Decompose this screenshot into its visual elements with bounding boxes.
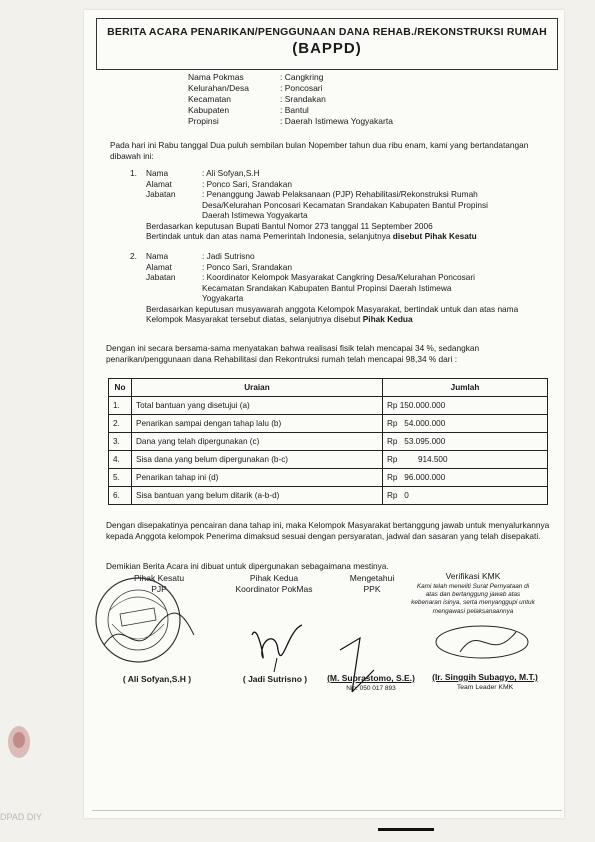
row-number: 5. xyxy=(109,469,132,487)
sig-role: Koordinator PokMas xyxy=(235,583,313,594)
document-subtitle: (BAPPD) xyxy=(292,40,362,57)
info-label: Propinsi xyxy=(188,116,219,126)
signature-kmk-icon xyxy=(420,612,550,672)
statement-paragraph: Dengan ini secara bersama-sama menyatakan bahwa realisasi fisik telah mencapai 34 %, sedangkan penarikan/penggunaan dana Rehabilitasi dan Rekontruksi rumah telah mencapai 98,34 % dari : xyxy=(106,343,480,364)
party-acting xyxy=(146,231,516,242)
sig-pihak-kedua xyxy=(214,573,334,594)
party-address: : Ponco Sari, Srandakan xyxy=(202,178,292,189)
verif-title: Verifikasi KMK xyxy=(445,571,501,581)
row-number: 1. xyxy=(109,397,132,415)
bottom-rule xyxy=(378,828,434,831)
name-pihak-kedua: ( Jadi Sutrisno ) xyxy=(242,674,308,684)
row-number: 2. xyxy=(109,415,132,433)
row-amount: Rp 0 xyxy=(383,487,548,505)
party-basis: Berdasarkan keputusan Bupati Bantul Nomor 273 tanggal 11 September 2006 xyxy=(146,220,433,231)
bottom-divider xyxy=(92,810,562,811)
info-row xyxy=(188,83,393,94)
sig-verifikasi xyxy=(410,571,536,616)
party-acting-bold: disebut Pihak Kesatu xyxy=(392,231,477,241)
party-two xyxy=(130,251,526,325)
info-row xyxy=(188,72,393,83)
info-label: Nama Pokmas xyxy=(188,72,244,82)
row-description: Dana yang telah dipergunakan (c) xyxy=(132,433,383,451)
kmk-name: (Ir. Singgih Subagyo, M.T.) xyxy=(432,672,538,682)
archive-watermark: DPAD DIY xyxy=(0,812,42,822)
party-field-label: Alamat xyxy=(146,178,172,189)
document-title: BERITA ACARA PENARIKAN/PENGGUNAAN DANA REHAB./REKONSTRUKSI RUMAH xyxy=(107,26,547,38)
party-number: 1. xyxy=(130,168,137,178)
row-number: 3. xyxy=(109,433,132,451)
party-number: 2. xyxy=(130,251,137,261)
kmk-role: Team Leader KMK xyxy=(456,683,514,691)
col-header: Jumlah xyxy=(383,379,548,397)
info-label: Kelurahan/Desa xyxy=(188,83,249,93)
sig-heading: Mengetahui xyxy=(349,573,395,583)
info-label: Kecamatan xyxy=(188,94,231,104)
closing-note: Demikian Berita Acara ini dibuat untuk dipergunakan sebagaimana mestinya. xyxy=(106,561,389,571)
party-position: : Koordinator Kelompok Masyarakat Cangkring Desa/Kelurahan Poncosari Kecamatan Srandakan Kabupaten Bantul Propinsi Daerah Istimewa Yogyakarta xyxy=(202,272,476,303)
table-row xyxy=(109,487,548,505)
party-field-label: Alamat xyxy=(146,261,172,272)
info-row xyxy=(188,105,393,116)
ppk-name: (M. Suprastomo, S.E.) xyxy=(327,673,415,683)
row-amount: Rp 54.000.000 xyxy=(383,415,548,433)
table-row xyxy=(109,433,548,451)
fund-table xyxy=(108,378,548,505)
sig-kmk-block xyxy=(420,672,550,693)
party-field-label: Nama xyxy=(146,251,169,261)
sig-role: PPK xyxy=(363,583,381,594)
party-field-label: Nama xyxy=(146,168,169,178)
table-header-row xyxy=(109,379,548,397)
party-basis xyxy=(146,304,526,325)
title-box xyxy=(96,18,558,70)
row-description: Penarikan tahap ini (d) xyxy=(132,469,383,487)
info-row xyxy=(188,116,393,127)
closing-paragraph: Dengan disepakatinya pencairan dana tahap ini, maka Kelompok Masyarakat bertanggung jawab untuk menyalurkannya kepada Anggota kelompok Penerima dimaksud sesuai dengan persyaratan, jadwal dan sasaran yang telah disepakati. xyxy=(106,520,550,541)
row-number: 4. xyxy=(109,451,132,469)
pokmas-info xyxy=(188,72,393,127)
sig-heading: Pihak Kedua xyxy=(249,573,299,583)
party-name: : Jadi Sutrisno xyxy=(202,251,255,261)
signature-pokmas-icon xyxy=(232,610,322,680)
party-field-label: Jabatan xyxy=(146,189,176,199)
party-address: : Ponco Sari, Srandakan xyxy=(202,261,292,272)
row-amount: Rp 150.000.000 xyxy=(383,397,548,415)
sig-role: PJP xyxy=(151,583,167,594)
sig-heading: Pihak Kesatu xyxy=(133,573,185,583)
verif-text: Kami telah meneliti Surat Pernyataan di atas dan bertanggung jawab atas kebenaran isinya, serta menyanggupi untuk mengawasi pelaksanaannya xyxy=(411,582,535,615)
row-description: Penarikan sampai dengan tahap lalu (b) xyxy=(132,415,383,433)
party-field-label: Jabatan xyxy=(146,272,176,282)
info-value: : Bantul xyxy=(280,105,309,115)
table-row xyxy=(109,415,548,433)
row-amount: Rp 53.095.000 xyxy=(383,433,548,451)
info-row xyxy=(188,94,393,105)
row-amount: Rp 914.500 xyxy=(383,451,548,469)
sig-mengetahui xyxy=(324,573,420,594)
intro-paragraph: Pada hari ini Rabu tanggal Dua puluh sembilan bulan Nopember tahun dua ribu enam, kami yang bertandatangan dibawah ini: xyxy=(110,140,529,161)
row-description: Total bantuan yang disetujui (a) xyxy=(132,397,383,415)
party-acting-text: Bertindak untuk dan atas nama Pemerintah Indonesia, selanjutnya xyxy=(146,231,393,241)
info-value: : Daerah Istimewa Yogyakarta xyxy=(280,116,393,126)
party-basis-text: Berdasarkan keputusan musyawarah anggota Kelompok Masyarakat, bertindak untuk dan atas nama Kelompok Masyarakat tersebut diatas, selanjutnya disebut xyxy=(146,303,519,324)
sig-ppk-block xyxy=(316,673,426,694)
name-pihak-kesatu: ( Ali Sofyan,S.H ) xyxy=(122,674,192,684)
col-header: Uraian xyxy=(132,379,383,397)
signature-pjp-icon xyxy=(94,605,204,665)
row-description: Sisa bantuan yang belum ditarik (a-b-d) xyxy=(132,487,383,505)
row-number: 6. xyxy=(109,487,132,505)
info-value: : Poncosari xyxy=(280,83,323,93)
row-amount: Rp 96.000.000 xyxy=(383,469,548,487)
party-position: : Penanggung Jawab Pelaksanaan (PJP) Rehabilitasi/Rekonstruksi Rumah Desa/Kelurahan Poncosari Kecamatan Srandakan Kabupaten Bantul Propinsi Daerah Istimewa Yogyakarta xyxy=(202,189,488,220)
archive-seal-icon xyxy=(4,722,34,762)
col-header: No xyxy=(109,379,132,397)
party-name: : Ali Sofyan,S.H xyxy=(202,168,260,178)
info-value: : Srandakan xyxy=(280,94,326,104)
party-basis-bold: Pihak Kedua xyxy=(362,314,413,324)
party-one xyxy=(130,168,516,242)
ppk-nip: Nip. 050 017 893 xyxy=(346,684,396,692)
document-sheet xyxy=(84,10,564,818)
table-row xyxy=(109,469,548,487)
info-value: : Cangkring xyxy=(280,72,324,82)
info-label: Kabupaten xyxy=(188,105,230,115)
row-description: Sisa dana yang belum dipergunakan (b-c) xyxy=(132,451,383,469)
table-row xyxy=(109,451,548,469)
table-row xyxy=(109,397,548,415)
